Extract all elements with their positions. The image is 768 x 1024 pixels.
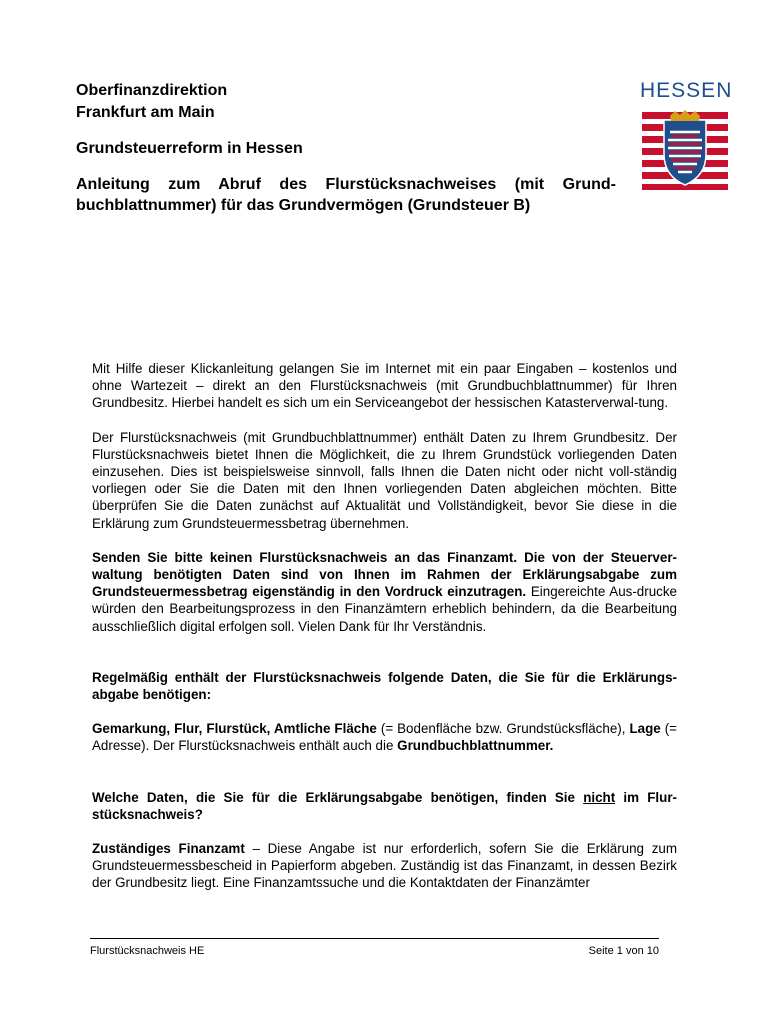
footer-document-name: Flurstücksnachweis HE bbox=[90, 945, 205, 957]
notice-bold-text: Senden Sie bitte keinen Flurstücksnachweis an das Finanzamt. Die von der Steuerver-waltung benötigten Daten sind von Ihnen im Rahmen der Erklärungsabgabe zum Grundsteuermessbetrag eigenständig in den Vordruck einzutragen. bbox=[92, 549, 677, 600]
finanzamt-paragraph bbox=[92, 840, 677, 892]
lage-text: (= Adresse). Der Flurstücksnachweis enthält auch die bbox=[92, 721, 677, 754]
intro-paragraph: Mit Hilfe dieser Klickanleitung gelangen Sie im Internet mit ein paar Eingaben – kostenlos und ohne Wartezeit – direkt an den Flurstücksnachweis (mit Grundbuchblattnummer) für Ihren Grundbesitz. Hierbei handelt es sich um ein Serviceangebot der hessischen Katasterverwal-tung. bbox=[92, 361, 677, 411]
document-header bbox=[76, 80, 616, 216]
finanzamt-bold: Zuständiges Finanzamt bbox=[92, 841, 245, 857]
notice-text: Eingereichte Aus-drucke würden den Bearbeitungsprozess in den Finanzämtern erheblich behindern, da die Bearbeitung ausschließlich digital erfolgen soll. Vielen Dank für Ihr Verständnis. bbox=[92, 584, 677, 634]
missing-heading-part1: Welche Daten, die Sie für die Erklärungsabgabe benötigen, finden Sie bbox=[92, 789, 584, 805]
logo-text: HESSEN bbox=[640, 79, 733, 102]
document-body bbox=[92, 360, 677, 909]
subject-line: Grundsteuerreform in Hessen bbox=[76, 140, 303, 157]
authority-name: Oberfinanzdirektion bbox=[76, 82, 228, 99]
description-paragraph: Der Flurstücksnachweis (mit Grundbuchblattnummer) enthält Daten zu Ihrem Grundbesitz. Der Flurstücksnachweis bietet Ihnen die Möglichkeit, die zu Ihrem Grundstück vorliegenden Daten einzusehen. Dies ist beispielsweise sinnvoll, falls Ihnen die Daten nicht oder nicht voll-ständig vorliegen oder Sie die Daten mit den Ihnen vorliegenden Daten abgleichen möchten. Bitte überprüfen Sie die Daten zunächst auf Aktualität und Vollständigkeit, bevor Sie diese in die Erklärung zum Grundsteuermessbetrag übernehmen. bbox=[92, 429, 677, 531]
contained-data-heading: Regelmäßig enthält der Flurstücksnachweis folgende Daten, die Sie für die Erklärungs-abgabe benötigen: bbox=[92, 669, 677, 703]
missing-heading-nicht: nicht bbox=[583, 789, 616, 805]
page-footer bbox=[90, 938, 659, 957]
grundbuch-bold: Grundbuchblattnummer. bbox=[397, 738, 554, 754]
fields-text: (= Bodenfläche bzw. Grundstücksfläche), bbox=[376, 721, 630, 737]
page-number: Seite 1 von 10 bbox=[588, 945, 659, 957]
notice-paragraph bbox=[92, 549, 677, 635]
contained-data-paragraph bbox=[92, 720, 677, 754]
finanzamt-text: – Diese Angabe ist nur erforderlich, sofern Sie die Erklärung zum Grundsteuermessbescheid in Papierform abgeben. Zuständig ist das Finanzamt, in dessen Bezirk der Grundbesitz liegt. Eine Finanzamtssuche und die Kontaktdaten der Finanzämter bbox=[92, 841, 677, 891]
fields-bold: Gemarkung, Flur, Flurstück, Amtliche Fläche bbox=[92, 721, 377, 737]
lage-bold: Lage bbox=[629, 721, 661, 737]
hessen-coat-of-arms-icon bbox=[642, 110, 728, 190]
missing-data-heading bbox=[92, 789, 677, 823]
authority-location: Frankfurt am Main bbox=[76, 104, 215, 121]
hessen-logo bbox=[640, 79, 733, 190]
missing-heading-part2: im Flur-stücksnachweis? bbox=[92, 789, 677, 822]
document-title: Anleitung zum Abruf des Flurstücksnachweises (mit Grund-buchblattnummer) für das Grundvermögen (Grundsteuer B) bbox=[76, 176, 616, 214]
